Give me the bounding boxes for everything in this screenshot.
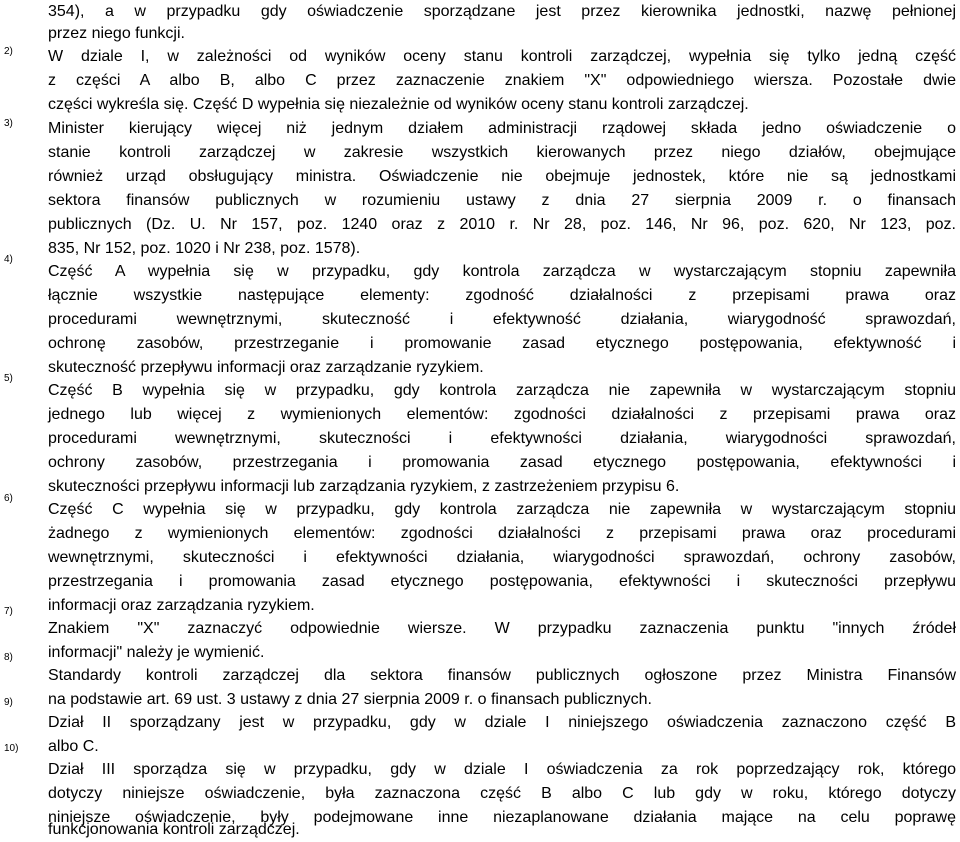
footnote-marker-2: 2) <box>4 46 13 57</box>
footnote-10-line-2: dotyczy niniejsze oświadczenie, była zaznaczona część B albo C lub gdy w roku, którego dotyczy <box>48 785 956 802</box>
footnote-10-line-4: funkcjonowania kontroli zarządczej. <box>48 821 300 838</box>
footnote-6-line-2: żadnego z wymienionych elementów: zgodności działalności z przepisami prawa oraz procedurami <box>48 525 956 542</box>
footnote-6-line-5: informacji oraz zarządzania ryzykiem. <box>48 597 315 614</box>
footnote-marker-4: 4) <box>4 254 13 265</box>
footnote-3-line-2: stanie kontroli zarządczej w zakresie wszystkich kierowanych przez niego działów, obejmujące <box>48 144 956 161</box>
intro-line-1: 354), a w przypadku gdy oświadczenie sporządzane jest przez kierownika jednostki, nazwę pełnionej <box>48 3 956 20</box>
intro-line-2: przez niego funkcji. <box>48 25 185 42</box>
footnote-3-line-1: Minister kierujący więcej niż jednym działem administracji rządowej składa jedno oświadczenie o <box>48 120 956 137</box>
footnote-10-line-1: Dział III sporządza się w przypadku, gdy w dziale I oświadczenia za rok poprzedzający rok, którego <box>48 761 956 778</box>
footnote-9-line-2: albo C. <box>48 738 99 755</box>
footnote-8-line-2: na podstawie art. 69 ust. 3 ustawy z dnia 27 sierpnia 2009 r. o finansach publicznych. <box>48 691 652 708</box>
footnote-3-line-6: 835, Nr 152, poz. 1020 i Nr 238, poz. 1578). <box>48 240 361 257</box>
footnote-7-line-2: informacji" należy je wymienić. <box>48 644 265 661</box>
footnote-marker-7: 7) <box>4 606 13 617</box>
footnote-3-line-4: sektora finansów publicznych w rozumieniu ustawy z dnia 27 sierpnia 2009 r. o finansach <box>48 192 956 209</box>
footnote-5-line-2: jednego lub więcej z wymienionych elementów: zgodności działalności z przepisami prawa oraz <box>48 406 956 423</box>
footnote-3-line-5: publicznych (Dz. U. Nr 157, poz. 1240 oraz z 2010 r. Nr 28, poz. 146, Nr 96, poz. 620, Nr 123, poz. <box>48 216 956 233</box>
footnote-4-line-4: ochronę zasobów, przestrzeganie i promowanie zasad etycznego postępowania, efektywność i <box>48 335 956 352</box>
footnote-marker-6: 6) <box>4 493 13 504</box>
footnote-marker-8: 8) <box>4 652 13 663</box>
footnote-marker-10: 10) <box>4 743 19 754</box>
footnote-7-line-1: Znakiem "X" zaznaczyć odpowiednie wiersze. W przypadku zaznaczenia punktu "innych źródeł <box>48 620 956 637</box>
footnote-marker-5: 5) <box>4 373 13 384</box>
footnote-9-line-1: Dział II sporządzany jest w przypadku, gdy w dziale I niniejszego oświadczenia zaznaczono część B <box>48 714 956 731</box>
footnote-8-line-1: Standardy kontroli zarządczej dla sektora finansów publicznych ogłoszone przez Ministra Finansów <box>48 667 956 684</box>
footnote-2-line-3: części wykreśla się. Część D wypełnia się niezależnie od wyników oceny stanu kontroli zarządczej. <box>48 96 749 113</box>
footnote-6-line-4: przestrzegania i promowania zasad etycznego postępowania, efektywności i skuteczności przepływu <box>48 573 956 590</box>
footnote-4-line-2: łącznie wszystkie następujące elementy: zgodność działalności z przepisami prawa oraz <box>48 287 956 304</box>
footnote-3-line-3: również urząd obsługujący ministra. Oświadczenie nie obejmuje jednostek, które nie są jednostkami <box>48 168 956 185</box>
footnote-6-line-1: Część C wypełnia się w przypadku, gdy kontrola zarządcza nie zapewniła w wystarczającym stopniu <box>48 501 956 518</box>
footnote-2-line-1: W dziale I, w zależności od wyników oceny stanu kontroli zarządczej, wypełnia się tylko jedną część <box>48 48 956 65</box>
footnote-4-line-3: procedurami wewnętrznymi, skuteczność i efektywność działania, wiarygodność sprawozdań, <box>48 311 956 328</box>
footnote-5-line-4: ochrony zasobów, przestrzegania i promowania zasad etycznego postępowania, efektywności i <box>48 454 956 471</box>
footnote-marker-3: 3) <box>4 118 13 129</box>
footnote-5-line-1: Część B wypełnia się w przypadku, gdy kontrola zarządcza nie zapewniła w wystarczającym stopniu <box>48 382 956 399</box>
footnote-4-line-1: Część A wypełnia się w przypadku, gdy kontrola zarządcza w wystarczającym stopniu zapewniła <box>48 263 956 280</box>
footnote-marker-9: 9) <box>4 697 13 708</box>
footnote-6-line-3: wewnętrznymi, skuteczności i efektywności działania, wiarygodności sprawozdań, ochrony zasobów, <box>48 549 956 566</box>
footnote-4-line-5: skuteczność przepływu informacji oraz zarządzanie ryzykiem. <box>48 359 484 376</box>
footnote-5-line-3: procedurami wewnętrznymi, skuteczności i efektywności działania, wiarygodności sprawozdań, <box>48 430 956 447</box>
footnote-2-line-2: z części A albo B, albo C przez zaznaczenie znakiem "X" odpowiedniego wiersza. Pozostałe dwie <box>48 72 956 89</box>
footnote-10-line-3: niniejsze oświadczenie, były podejmowane inne niezaplanowane działania mające na celu poprawę <box>48 809 956 826</box>
footnote-5-line-5: skuteczności przepływu informacji lub zarządzania ryzykiem, z zastrzeżeniem przypisu 6. <box>48 478 680 495</box>
